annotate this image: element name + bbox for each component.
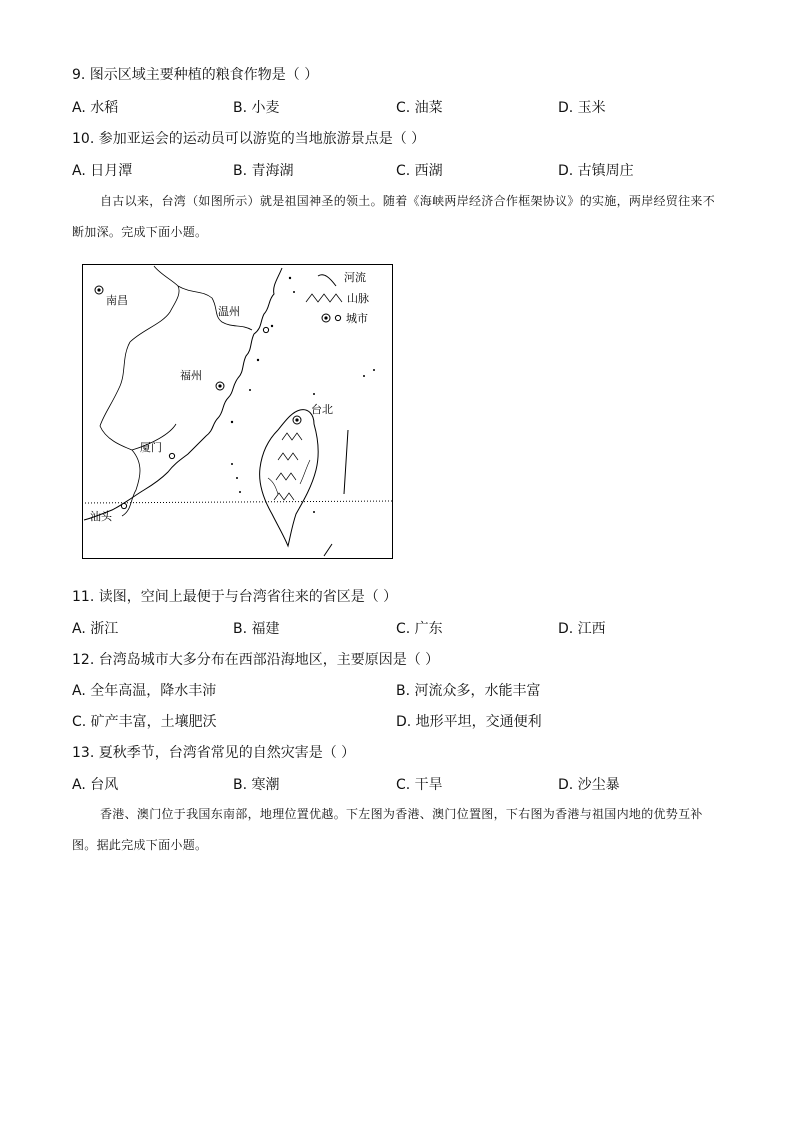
city-label-nanchang: 南昌 (106, 294, 128, 307)
city-legend-icon (335, 315, 340, 320)
question-13-option-a[interactable]: A. 台风 (72, 777, 119, 793)
question-13-stem: 13. 夏秋季节，台湾省常见的自然灾害是（ ） (72, 745, 356, 761)
city-label-fuzhou: 福州 (180, 369, 202, 382)
city-marker-wenzhou (263, 327, 268, 332)
city-marker-xiamen (169, 453, 174, 458)
question-9-option-c[interactable]: C. 油菜 (396, 100, 443, 116)
passage-taiwan: 自古以来，台湾（如图所示）就是祖国神圣的领土。随着《海峡两岸经济合作框架协议》的实施，两岸经贸往来不断加深。完成下面小题。 (72, 194, 716, 239)
question-10-option-d[interactable]: D. 古镇周庄 (558, 163, 634, 179)
question-12-option-a[interactable]: A. 全年高温，降水丰沛 (72, 683, 217, 699)
question-11-stem: 11. 读图，空间上最便于与台湾省往来的省区是（ ） (72, 589, 398, 605)
passage-hongkong-macau: 香港、澳门位于我国东南部，地理位置优越。下左图为香港、澳门位置图，下右图为香港与祖国内地的优势互补图。据此完成下面小题。 (72, 807, 703, 852)
question-9-option-b[interactable]: B. 小麦 (233, 100, 280, 116)
legend-mountain: 山脉 (347, 292, 369, 305)
city-label-xiamen: 厦门 (140, 441, 162, 454)
question-11-option-d[interactable]: D. 江西 (558, 621, 606, 637)
question-13-option-b[interactable]: B. 寒潮 (233, 777, 280, 793)
city-label-taipei: 台北 (311, 403, 333, 416)
question-11-option-a[interactable]: A. 浙江 (72, 621, 119, 637)
legend-river: 河流 (344, 271, 366, 284)
question-10-option-b[interactable]: B. 青海湖 (233, 163, 294, 179)
question-10-option-c[interactable]: C. 西湖 (396, 163, 443, 179)
question-9-option-d[interactable]: D. 玉米 (558, 100, 606, 116)
question-12-option-c[interactable]: C. 矿产丰富，土壤肥沃 (72, 714, 217, 730)
city-label-shantou: 汕头 (90, 510, 112, 523)
question-9-stem: 9. 图示区域主要种植的粮食作物是（ ） (72, 67, 319, 83)
question-10-option-a[interactable]: A. 日月潭 (72, 163, 133, 179)
taiwan-strait-map (82, 264, 393, 559)
question-10-stem: 10. 参加亚运会的运动员可以游览的当地旅游景点是（ ） (72, 131, 426, 147)
question-12-option-b[interactable]: B. 河流众多，水能丰富 (396, 683, 541, 699)
question-13-option-d[interactable]: D. 沙尘暴 (558, 777, 620, 793)
city-marker-shantou (121, 503, 126, 508)
question-13-option-c[interactable]: C. 干旱 (396, 777, 443, 793)
question-9-option-a[interactable]: A. 水稻 (72, 100, 119, 116)
legend-city: 城市 (346, 312, 368, 325)
question-11-option-b[interactable]: B. 福建 (233, 621, 280, 637)
city-label-wenzhou: 温州 (218, 305, 240, 318)
question-11-option-c[interactable]: C. 广东 (396, 621, 443, 637)
question-12-option-d[interactable]: D. 地形平坦，交通便利 (396, 714, 542, 730)
question-12-stem: 12. 台湾岛城市大多分布在西部沿海地区，主要原因是（ ） (72, 652, 440, 668)
